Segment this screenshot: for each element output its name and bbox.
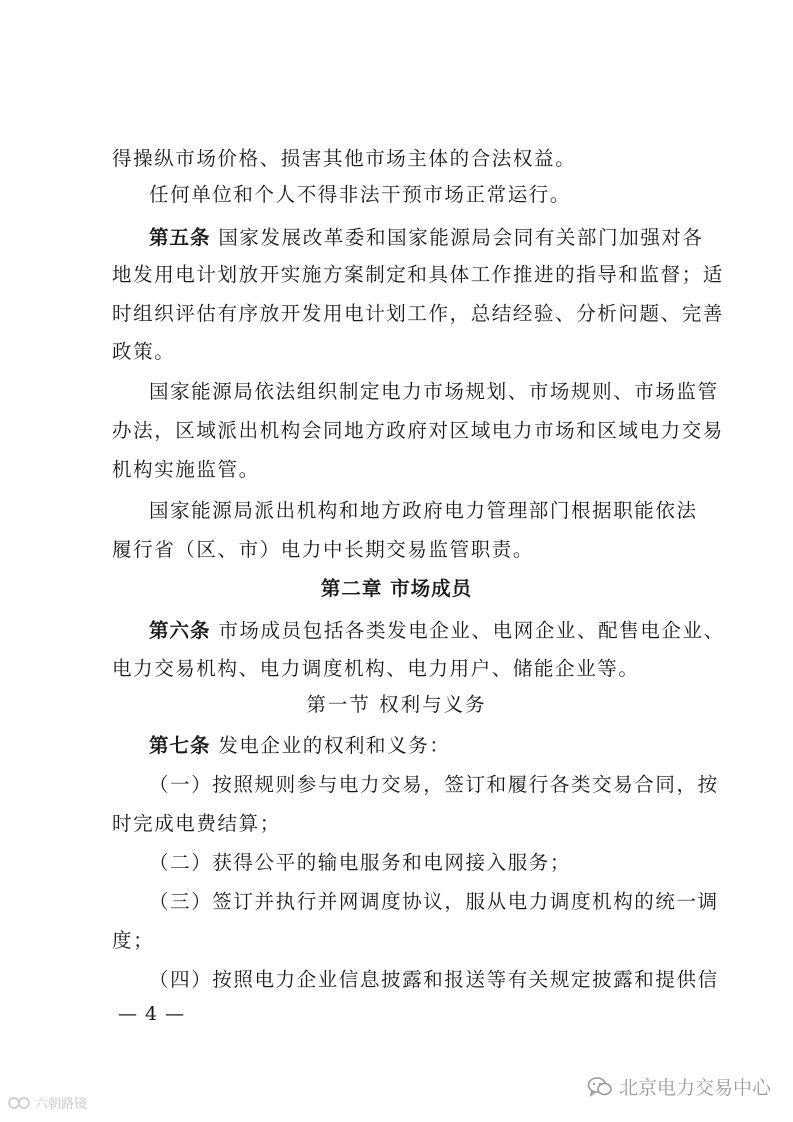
paragraph-line: 国家能源局派出机构和地方政府电力管理部门根据职能依法	[149, 499, 698, 522]
brand-logo-icon	[8, 1096, 32, 1110]
paragraph-line: 时组织评估有序放开发用电计划工作，总结经验、分析问题、完善	[112, 302, 724, 325]
paragraph-line: 政策。	[112, 340, 176, 363]
paragraph-line: 机构实施监管。	[112, 458, 260, 481]
paragraph-line: 度；	[112, 929, 155, 952]
watermark-text: 北京电力交易中心	[618, 1077, 771, 1099]
wechat-watermark	[587, 1073, 771, 1100]
watermark-text: 六朝路镜	[35, 1097, 88, 1112]
list-item-line: （一）按照规则参与电力交易，签订和履行各类交易合同，按	[149, 773, 719, 796]
paragraph-line: 任何单位和个人不得非法干预市场正常运行。	[149, 183, 572, 206]
list-item-line: （三）签订并执行并网调度协议，服从电力调度机构的统一调	[149, 890, 719, 913]
article-label: 第六条	[149, 619, 211, 642]
article-6-line: 第六条 市场成员包括各类发电企业、电网企业、配售电企业、	[149, 619, 725, 642]
wechat-icon	[587, 1076, 613, 1098]
article-5-line: 第五条 国家发展改革委和国家能源局会同有关部门加强对各	[149, 226, 704, 249]
paragraph-line: 办法，区域派出机构会同地方政府对区域电力市场和区域电力交易	[112, 419, 724, 442]
article-7-line: 第七条 发电企业的权利和义务：	[149, 734, 451, 757]
paragraph-line: 时完成电费结算；	[112, 812, 281, 835]
article-label: 第七条	[149, 734, 211, 757]
paragraph-line: 国家能源局依法组织制定电力市场规划、市场规则、市场监管	[149, 380, 719, 403]
paragraph-line: 地发用电计划放开实施方案制定和具体工作推进的指导和监督；适	[112, 263, 724, 286]
section-heading: 第一节 权利与义务	[306, 693, 487, 716]
paragraph-line: 电力交易机构、电力调度机构、电力用户、储能企业等。	[112, 657, 640, 680]
paragraph-line: 得操纵市场价格、损害其他市场主体的合法权益。	[112, 147, 577, 170]
chapter-heading: 第二章 市场成员	[320, 577, 473, 600]
paragraph-line: 履行省（区、市）电力中长期交易监管职责。	[112, 538, 535, 561]
page-number: — 4 —	[118, 1003, 186, 1025]
article-label: 第五条	[149, 226, 211, 249]
list-item-line: （二）获得公平的输电服务和电网接入服务；	[149, 851, 572, 874]
list-item-line: （四）按照电力企业信息披露和报送等有关规定披露和提供信	[149, 968, 719, 991]
site-watermark	[8, 1093, 87, 1112]
